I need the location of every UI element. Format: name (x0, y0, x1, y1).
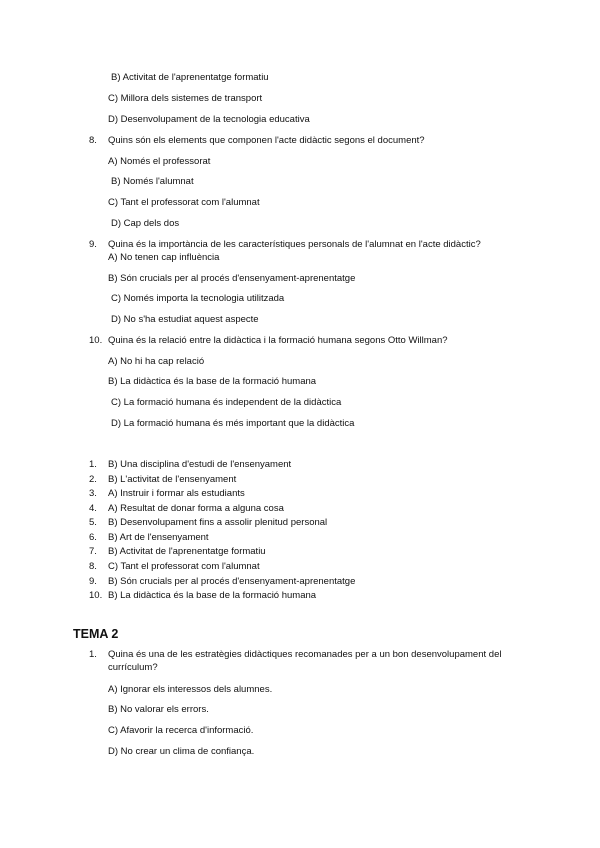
answer-number: 6. (89, 532, 97, 543)
answer-number: 3. (89, 488, 97, 499)
answer-number: 5. (89, 517, 97, 528)
q8-option-b: B) Només l'alumnat (111, 176, 194, 187)
question-number: 10. (89, 335, 103, 346)
answer-number: 1. (89, 459, 97, 470)
answer-number: 9. (89, 576, 97, 587)
q10-option-d: D) La formació humana és més important que la didàctica (111, 418, 355, 429)
question-8 (89, 135, 425, 146)
q7-option-b: B) Activitat de l'aprenentatge formatiu (111, 72, 269, 83)
q8-option-c: C) Tant el professorat com l'alumnat (108, 197, 260, 208)
answer-text: B) L'activitat de l'ensenyament (108, 474, 237, 485)
question-number: 1. (89, 649, 97, 660)
answer-text: B) Activitat de l'aprenentatge formatiu (108, 546, 266, 557)
answer-text: B) Una disciplina d'estudi de l'ensenyament (108, 459, 292, 470)
tema2-question-1 (89, 648, 539, 674)
question-number: 9. (89, 239, 97, 250)
answer-number: 7. (89, 546, 97, 557)
answer-number: 8. (89, 561, 97, 572)
q9-option-d: D) No s'ha estudiat aquest aspecte (111, 314, 259, 325)
q10-option-c: C) La formació humana és independent de la didàctica (111, 397, 342, 408)
tema2-q1-option-c: C) Afavorir la recerca d'informació. (108, 725, 254, 736)
question-number: 8. (89, 135, 97, 146)
q7-option-d: D) Desenvolupament de la tecnologia educativa (108, 114, 310, 125)
answer-item (89, 503, 284, 514)
q10-option-b: B) La didàctica és la base de la formació humana (108, 376, 317, 387)
answer-item (89, 459, 291, 470)
q9-option-c: C) Només importa la tecnologia utilitzada (111, 293, 285, 304)
q8-option-d: D) Cap dels dos (111, 218, 180, 229)
answer-item (89, 532, 209, 543)
answer-text: C) Tant el professorat com l'alumnat (108, 561, 260, 572)
q7-option-c: C) Millora dels sistemes de transport (108, 93, 263, 104)
question-text: Quina és la relació entre la didàctica i la formació humana segons Otto Willman? (108, 335, 448, 346)
answer-item (89, 474, 236, 485)
answer-number: 2. (89, 474, 97, 485)
tema2-q1-option-d: D) No crear un clima de confiança. (108, 746, 255, 757)
question-text: Quina és la importància de les característiques personals de l'alumnat en l'acte didàctic? (108, 239, 481, 250)
answer-item (89, 488, 245, 499)
question-text: Quina és una de les estratègies didàctiques recomanades per a un bon desenvolupament del currículum? (108, 649, 502, 673)
answer-text: B) Desenvolupament fins a assolir plenitud personal (108, 517, 328, 528)
question-9 (89, 239, 481, 250)
q9-option-a: A) No tenen cap influència (108, 252, 220, 263)
answer-text: B) La didàctica és la base de la formació humana (108, 590, 317, 601)
question-text: Quins són els elements que componen l'acte didàctic segons el document? (108, 135, 425, 146)
q10-option-a: A) No hi ha cap relació (108, 356, 205, 367)
answer-item (89, 517, 327, 528)
answer-number: 4. (89, 503, 97, 514)
answer-item (89, 576, 355, 587)
answer-item (89, 590, 316, 601)
answer-text: A) Resultat de donar forma a alguna cosa (108, 503, 284, 514)
answer-text: B) Són crucials per al procés d'ensenyament-aprenentatge (108, 576, 356, 587)
q8-option-a: A) Només el professorat (108, 156, 211, 167)
tema2-q1-option-a: A) Ignorar els interessos dels alumnes. (108, 684, 273, 695)
answer-number: 10. (89, 590, 103, 601)
answer-item (89, 546, 266, 557)
answer-item (89, 561, 260, 572)
tema2-q1-option-b: B) No valorar els errors. (108, 704, 209, 715)
section-heading: TEMA 2 (73, 627, 119, 641)
question-10 (89, 335, 448, 346)
answer-text: A) Instruir i formar als estudiants (108, 488, 245, 499)
q9-option-b: B) Són crucials per al procés d'ensenyament-aprenentatge (108, 273, 356, 284)
answer-text: B) Art de l'ensenyament (108, 532, 209, 543)
